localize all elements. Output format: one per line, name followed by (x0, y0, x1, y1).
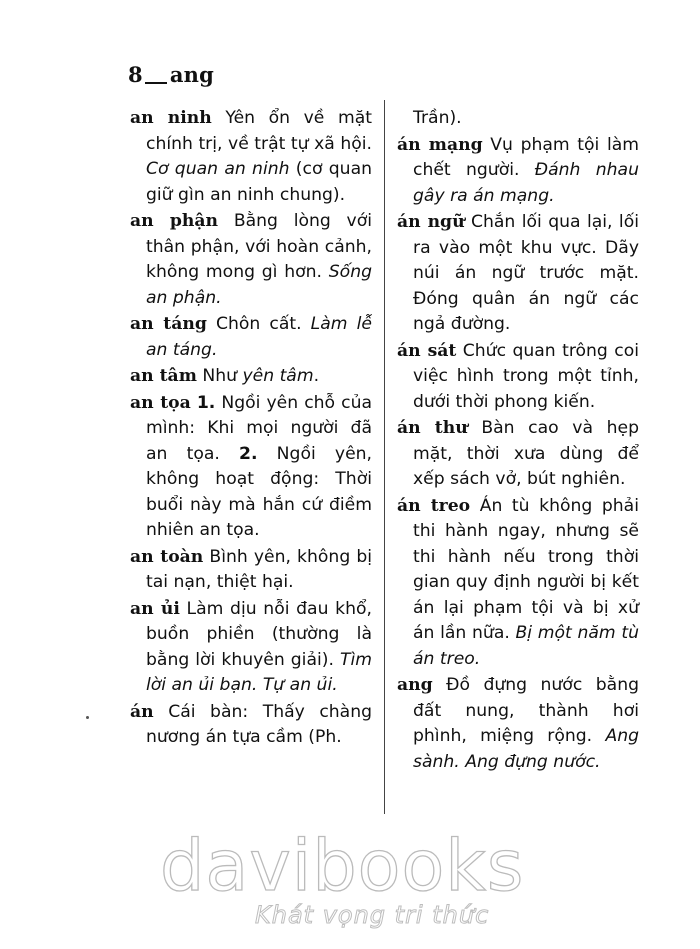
column-divider (384, 100, 385, 814)
dictionary-entry (397, 210, 639, 338)
example-text: Bị một năm tù án treo. (413, 623, 639, 669)
definition-text: Án tù không phải thi hành ngay, nhưng sẽ thi hành nếu trong thời gian quy định người bị kết án lại phạm tội và bị xử án lần nữa. (413, 495, 639, 643)
dictionary-entry (397, 133, 639, 210)
headword: án ngữ (397, 212, 465, 232)
headword: an tâm (130, 366, 197, 386)
headword: án thư (397, 418, 468, 438)
dictionary-entry (130, 312, 372, 363)
example-text: Cơ quan an ninh (146, 159, 290, 179)
definition-text: Ngồi yên chỗ của mình: Khi mọi người đã an tọa. (146, 392, 372, 464)
headword: an ninh (130, 108, 212, 128)
headword: an toàn (130, 546, 204, 567)
definition-text: Như (202, 366, 243, 386)
sense-number: 1. (196, 392, 216, 413)
dictionary-entry (397, 339, 639, 416)
headword: an ủi (130, 598, 180, 619)
headword: an phận (130, 211, 219, 231)
dictionary-entry (130, 209, 372, 311)
definition-text: Cái bàn: Thấy chàng nương án tựa cầm (Ph. (146, 701, 372, 747)
definition-text: Vụ phạm tội làm chết người. (413, 134, 639, 180)
dictionary-entry (130, 545, 372, 596)
definition-text: Chức quan trông coi việc hình trong một tỉnh, dưới thời phong kiến. (413, 340, 640, 412)
definition-text: Yên ổn về mặt chính trị, về trật tự xã hội. (146, 108, 372, 154)
dictionary-entry (130, 364, 372, 390)
definition-text: Đồ đựng nước bằng đất nung, thành hơi phình, miệng rộng. (413, 675, 639, 746)
definition-text: Ngồi yên, không hoạt động: Thời buổi này mà hắn cứ điềm nhiên an tọa. (146, 443, 373, 540)
sense-number: 2. (239, 443, 258, 464)
guide-word: ang (169, 62, 214, 87)
dictionary-entry (397, 494, 639, 673)
watermark-tagline: Khát vọng tri thức (255, 901, 490, 929)
left-column (130, 106, 372, 752)
definition-text: (cơ quan giữ gìn an ninh chung). (146, 159, 372, 205)
headword: án sát (397, 340, 457, 361)
dictionary-entry (130, 106, 372, 208)
definition-text: Chắn lối qua lại, lối ra vào một khu vực. Dãy núi án ngữ trước mặt. Đóng quân án ngữ các ngả đường. (413, 212, 639, 334)
definition-text: . (313, 366, 320, 386)
definition-text: Chôn cất. (215, 314, 311, 334)
page-number: 8 (128, 62, 143, 87)
headword: án mạng (397, 134, 483, 155)
example-text: Đánh nhau gây ra án mạng. (413, 160, 639, 206)
example-text: Ang sành. Ang đựng nước. (413, 726, 639, 772)
dictionary-entry (130, 700, 372, 751)
dictionary-entry (397, 673, 639, 775)
watermark-brand: davibooks (160, 825, 525, 907)
headword: an tọa (130, 392, 191, 413)
headword: án treo (397, 495, 471, 516)
example-text: Tìm lời an ủi bạn. Tự an ủi. (146, 649, 372, 695)
scan-speck (86, 716, 89, 719)
definition-text: Làm dịu nỗi đau khổ, buồn phiền (thường là bằng lời khuyên giải). (146, 598, 372, 670)
definition-text: Bằng lòng với thân phận, với hoàn cảnh, không mong gì hơn. (146, 211, 372, 282)
header-rule (145, 82, 167, 84)
dictionary-entry (130, 391, 372, 544)
headword: an táng (130, 314, 207, 334)
example-text: Làm lễ an táng. (146, 314, 372, 360)
definition-text: Bình yên, không bị tai nạn, thiệt hại. (146, 546, 373, 592)
page-header (128, 62, 214, 87)
definition-text: Bàn cao và hẹp mặt, thời xưa dùng để xếp sách vở, bút nghiên. (413, 418, 639, 489)
right-column (397, 106, 639, 776)
example-text: Sống an phận. (146, 262, 372, 308)
dictionary-entry (130, 597, 372, 699)
continued-text: Trần). (413, 108, 462, 128)
example-text: yên tâm (242, 366, 314, 386)
dictionary-entry (397, 416, 639, 493)
headword: án (130, 701, 154, 722)
headword: ang (397, 675, 433, 695)
